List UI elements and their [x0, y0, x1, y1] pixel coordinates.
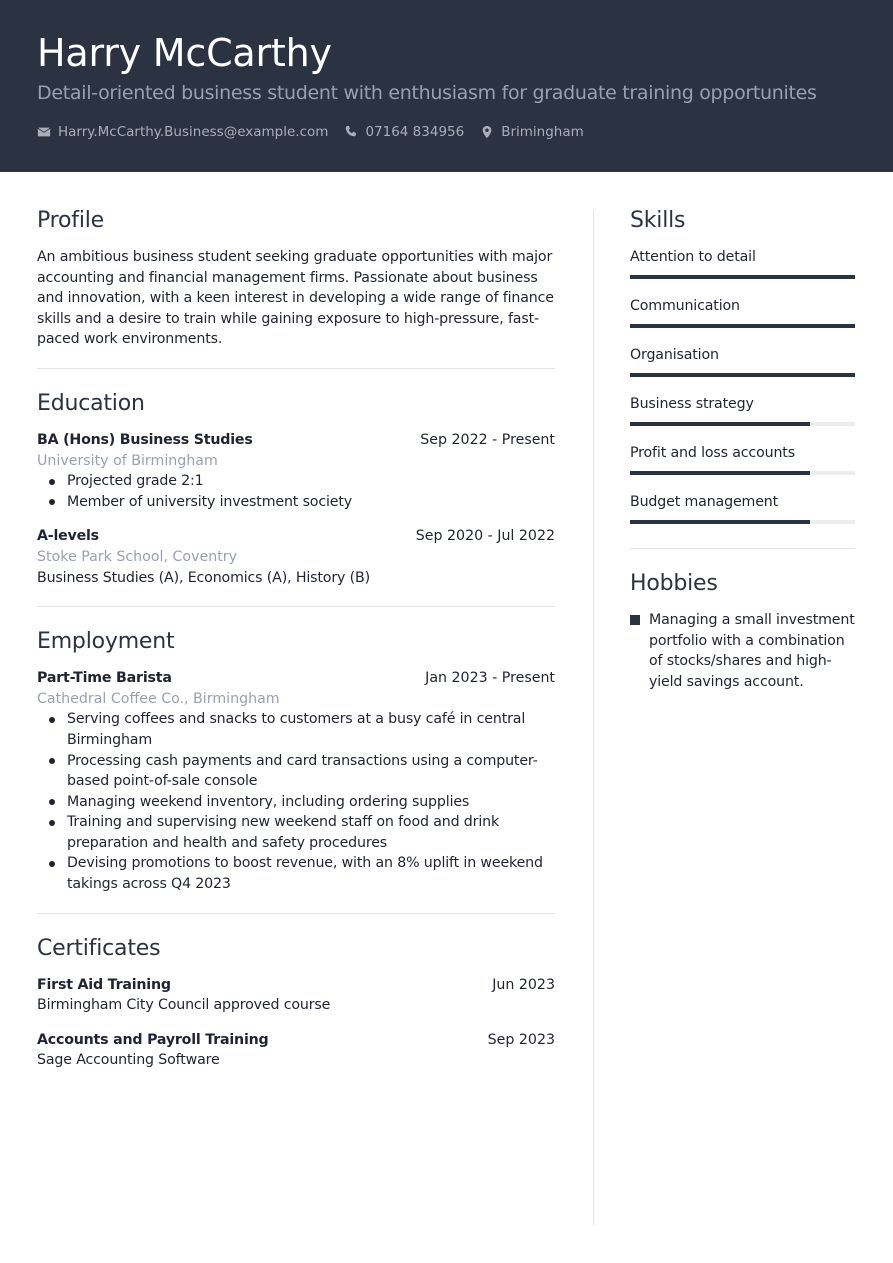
skill-item [630, 492, 855, 524]
candidate-tagline: Detail-oriented business student with enthusiasm for graduate training opportunites [37, 82, 817, 104]
skill-label: Business strategy [630, 396, 754, 412]
skill-label: Budget management [630, 494, 779, 510]
entry-title: BA (Hons) Business Studies [37, 431, 253, 448]
column-divider [593, 210, 594, 1225]
skill-bar-fill [630, 275, 855, 279]
skill-item [630, 247, 855, 279]
bullet-item: Devising promotions to boost revenue, with an 8% uplift in weekend takings across Q4 2023 [37, 853, 555, 894]
bullet-item: Serving coffees and snacks to customers at a busy café in central Birmingham [37, 709, 555, 750]
education-entry [37, 430, 555, 512]
skill-label: Attention to detail [630, 249, 756, 265]
certificates-section [37, 936, 555, 1071]
entry-detail: Sage Accounting Software [37, 1052, 220, 1069]
location-pin-icon [480, 125, 494, 139]
entry-date: Sep 2020 - Jul 2022 [415, 528, 555, 545]
contact-email[interactable] [37, 124, 328, 140]
skill-bar-fill [630, 422, 810, 426]
skill-bar [630, 373, 855, 377]
phone-text: 07164 834956 [365, 124, 465, 140]
entry-detail: Business Studies (A), Economics (A), History (B) [37, 569, 370, 586]
skill-bar-fill [630, 471, 810, 475]
hobbies-heading: Hobbies [630, 571, 718, 596]
certificate-entry [37, 975, 555, 1016]
contact-location [480, 124, 584, 140]
skills-section [630, 208, 855, 524]
skill-label: Organisation [630, 347, 719, 363]
contact-phone[interactable] [344, 124, 464, 140]
education-entry [37, 526, 555, 588]
skill-item [630, 345, 855, 377]
section-divider [37, 606, 555, 607]
skill-bar [630, 275, 855, 279]
bullet-item: Training and supervising new weekend staff on food and drink preparation and health and safety procedures [37, 812, 555, 853]
main-column [37, 208, 555, 1085]
certificate-entry [37, 1030, 555, 1071]
entry-bullets [37, 709, 555, 894]
hobby-item: Managing a small investment portfolio with a combination of stocks/shares and high-yield savings account. [630, 610, 855, 692]
profile-section [37, 208, 555, 350]
education-heading: Education [37, 390, 145, 416]
skill-item [630, 296, 855, 328]
section-divider [630, 548, 855, 549]
skill-label: Communication [630, 298, 740, 314]
contact-info [37, 124, 600, 140]
entry-organisation: Cathedral Coffee Co., Birmingham [37, 690, 280, 707]
certificates-heading: Certificates [37, 935, 161, 961]
skill-bar-fill [630, 520, 810, 524]
skill-bar [630, 520, 855, 524]
entry-title: A-levels [37, 528, 99, 545]
employment-section [37, 629, 555, 895]
entry-organisation: University of Birmingham [37, 452, 218, 469]
entry-date: Jan 2023 - Present [425, 670, 555, 687]
education-section [37, 391, 555, 588]
phone-icon [344, 125, 358, 139]
entry-bullets [37, 471, 555, 512]
entry-organisation: Stoke Park School, Coventry [37, 548, 237, 565]
entry-title: First Aid Training [37, 976, 171, 993]
employment-entry [37, 668, 555, 895]
bullet-item: Managing weekend inventory, including ordering supplies [37, 792, 555, 813]
skill-item [630, 394, 855, 426]
hobbies-section [630, 571, 855, 692]
employment-heading: Employment [37, 629, 175, 655]
entry-date: Sep 2022 - Present [420, 431, 555, 448]
skill-bar [630, 422, 855, 426]
email-text: Harry.McCarthy.Business@example.com [58, 124, 329, 140]
profile-text: An ambitious business student seeking graduate opportunities with major accounting and financial management firms. Passionate about business and innovation, with a keen interest in developing a wide range of finance skills and a desire to train while gaining exposure to high-pressure, fast-paced work environments. [37, 249, 554, 348]
skill-bar-fill [630, 324, 855, 328]
skill-bar [630, 324, 855, 328]
entry-date: Sep 2023 [487, 1031, 555, 1048]
resume-header [0, 0, 893, 172]
profile-heading: Profile [37, 208, 105, 233]
skill-bar [630, 471, 855, 475]
bullet-item: Member of university investment society [37, 492, 555, 513]
bullet-item: Projected grade 2:1 [37, 471, 555, 492]
entry-title: Accounts and Payroll Training [37, 1031, 269, 1048]
skill-item [630, 443, 855, 475]
section-divider [37, 913, 555, 914]
skills-heading: Skills [630, 208, 686, 233]
entry-title: Part-Time Barista [37, 670, 172, 687]
skill-label: Profit and loss accounts [630, 445, 795, 461]
sidebar-column [630, 208, 855, 692]
envelope-icon [37, 125, 51, 139]
entry-detail: Birmingham City Council approved course [37, 997, 331, 1014]
skill-bar-fill [630, 373, 855, 377]
entry-date: Jun 2023 [492, 976, 555, 993]
section-divider [37, 368, 555, 369]
location-text: Brimingham [501, 124, 584, 140]
bullet-item: Processing cash payments and card transactions using a computer-based point-of-sale console [37, 751, 555, 792]
candidate-name: Harry McCarthy [37, 31, 332, 75]
